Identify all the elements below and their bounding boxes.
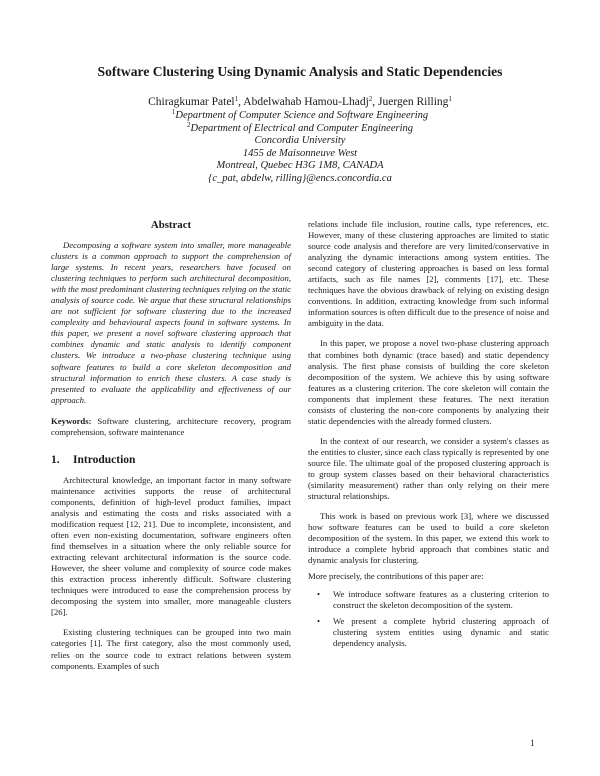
right-column	[308, 219, 549, 653]
paragraph: More precisely, the contributions of this paper are:	[308, 571, 484, 582]
author-separator: ,	[372, 96, 379, 108]
section-number: 1.	[51, 453, 60, 466]
author-list	[40, 95, 560, 109]
abstract-body: Decomposing a software system into smaller, more manageable clusters is a common approach to support the comprehension of large systems. In recent years, researchers have focused on clustering techniques to perform such architectural decomposition, with the most predominant clustering techniques relying on the static analysis of source code. We argue that these structural relationships are not sufficient for software clustering due to the increased complexity and behavioural aspects found in software systems. In this paper, we present a novel software clustering approach that combines dynamic and static analysis to identify component clusters. We introduce a two-phase clustering technique using software features to build a core skeleton decomposition and structural information to enrich these clusters. A case study is presented to evaluate the applicability and effectiveness of our approach.	[51, 240, 291, 405]
department-2: Department of Electrical and Computer Engineering	[190, 122, 413, 134]
abstract-heading: Abstract	[150, 219, 192, 231]
author-name: Juergen Rilling	[378, 96, 449, 108]
left-column	[51, 219, 291, 672]
keywords-text: Software clustering, architecture recovery, program comprehension, software maintenance	[51, 415, 292, 437]
university: Concordia University	[254, 135, 346, 147]
author-name: Chiragkumar Patel	[148, 96, 235, 108]
section-heading-introduction	[51, 453, 291, 467]
author-affiliation-mark: 2	[368, 95, 373, 103]
street-address: 1455 de Maisonneuve West	[242, 147, 358, 159]
department-1: Department of Computer Science and Software Engineering	[175, 110, 429, 121]
page-number: 1	[530, 738, 535, 748]
author-separator: ,	[238, 96, 244, 108]
list-item	[317, 589, 549, 611]
author-name: Abdelwahab Hamou-Lhadj	[243, 96, 369, 108]
keywords	[51, 416, 291, 438]
affiliation-mark: 1	[171, 108, 176, 116]
city-address: Montreal, Quebec H3G 1M8, CANADA	[216, 160, 384, 172]
bullet-icon: •	[317, 589, 321, 600]
section-title: Introduction	[73, 453, 136, 466]
affiliations	[40, 110, 560, 186]
list-item	[317, 615, 549, 649]
paragraph: In this paper, we propose a novel two-phase clustering approach that combines both dynamic (trace based) and static dependency analysis. The first phase consists of building the core skeleton decomposition of the system. We achieve this by using software features as a clustering criterion. The core skeleton will contain the components that implement these features. The next iteration consists of clustering the non-core components by analyzing their static dependencies with the already formed clusters.	[308, 338, 549, 426]
keywords-label: Keywords:	[51, 415, 92, 426]
contributions-list	[308, 589, 549, 648]
list-item-text: We introduce software features as a clustering criterion to construct the skeleton decomposition of the system.	[333, 589, 549, 611]
list-item-text: We present a complete hybrid clustering approach of clustering system entities using dynamic and static dependency analysis.	[333, 615, 549, 648]
paper-title: Software Clustering Using Dynamic Analysis and Static Dependencies	[97, 64, 503, 79]
paragraph: This work is based on previous work [3], where we discussed how software features can be used to build a core skeleton decomposition of the system. In this paper, we extend this work to introduce a complete hybrid approach that combines static and dynamic analysis for clustering.	[308, 511, 549, 566]
affiliation-mark: 2	[186, 120, 191, 129]
paragraph: In the context of our research, we consider a system's classes as the entities to cluster, since each class typically is represented by one source file. The ultimate goal of the proposed clustering approach is to group system classes based on their behavioral characteristics (similarity measurement) rather than only relying on their mere structural relationships.	[308, 435, 549, 502]
paragraph: relations include file inclusion, routine calls, type references, etc. However, many of these clustering approaches are limited to static source code analysis and therefore are very limited/conservative in analyzing the dynamic interactions among system entities. The second category of clustering approaches is based on less formal artifacts, such as file names [2], comments [17], etc. These techniques have the obvious drawback of relying on existing design conventions. In addition, extracting knowledge from such informal information sources is often difficult due to the presence of noise and ambiguity in the data.	[308, 219, 549, 329]
bullet-icon: •	[317, 615, 321, 626]
author-affiliation-mark: 1	[234, 95, 239, 103]
author-affiliation-mark: 1	[448, 95, 452, 103]
affiliation-line	[40, 120, 560, 136]
author-emails: {c_pat, abdelw, rilling}@encs.concordia.ca	[208, 172, 392, 184]
paragraph: Architectural knowledge, an important factor in many software maintenance activities supports the reuse of architectural components, definition of high-level product families, impact analysis and estimating the costs and risks associated with a modification request [12, 21]. Due to incomplete, inconsistent, and often even non-existing documentation, software engineers often find themselves in a situation where the only reliable source for extracting relevant architectural information is the source code. However, the sheer volume and complexity of source code makes this extraction process inherently difficult. Software clustering techniques were introduced to ease the comprehension process by decomposing the system into smaller, more manageable clusters [26].	[51, 474, 291, 618]
paragraph: Existing clustering techniques can be grouped into two main categories [1]. The first category, also the most commonly used, relies on the source code to extract relations between system components. Examples of such	[51, 627, 291, 671]
affiliation-line	[40, 110, 560, 123]
